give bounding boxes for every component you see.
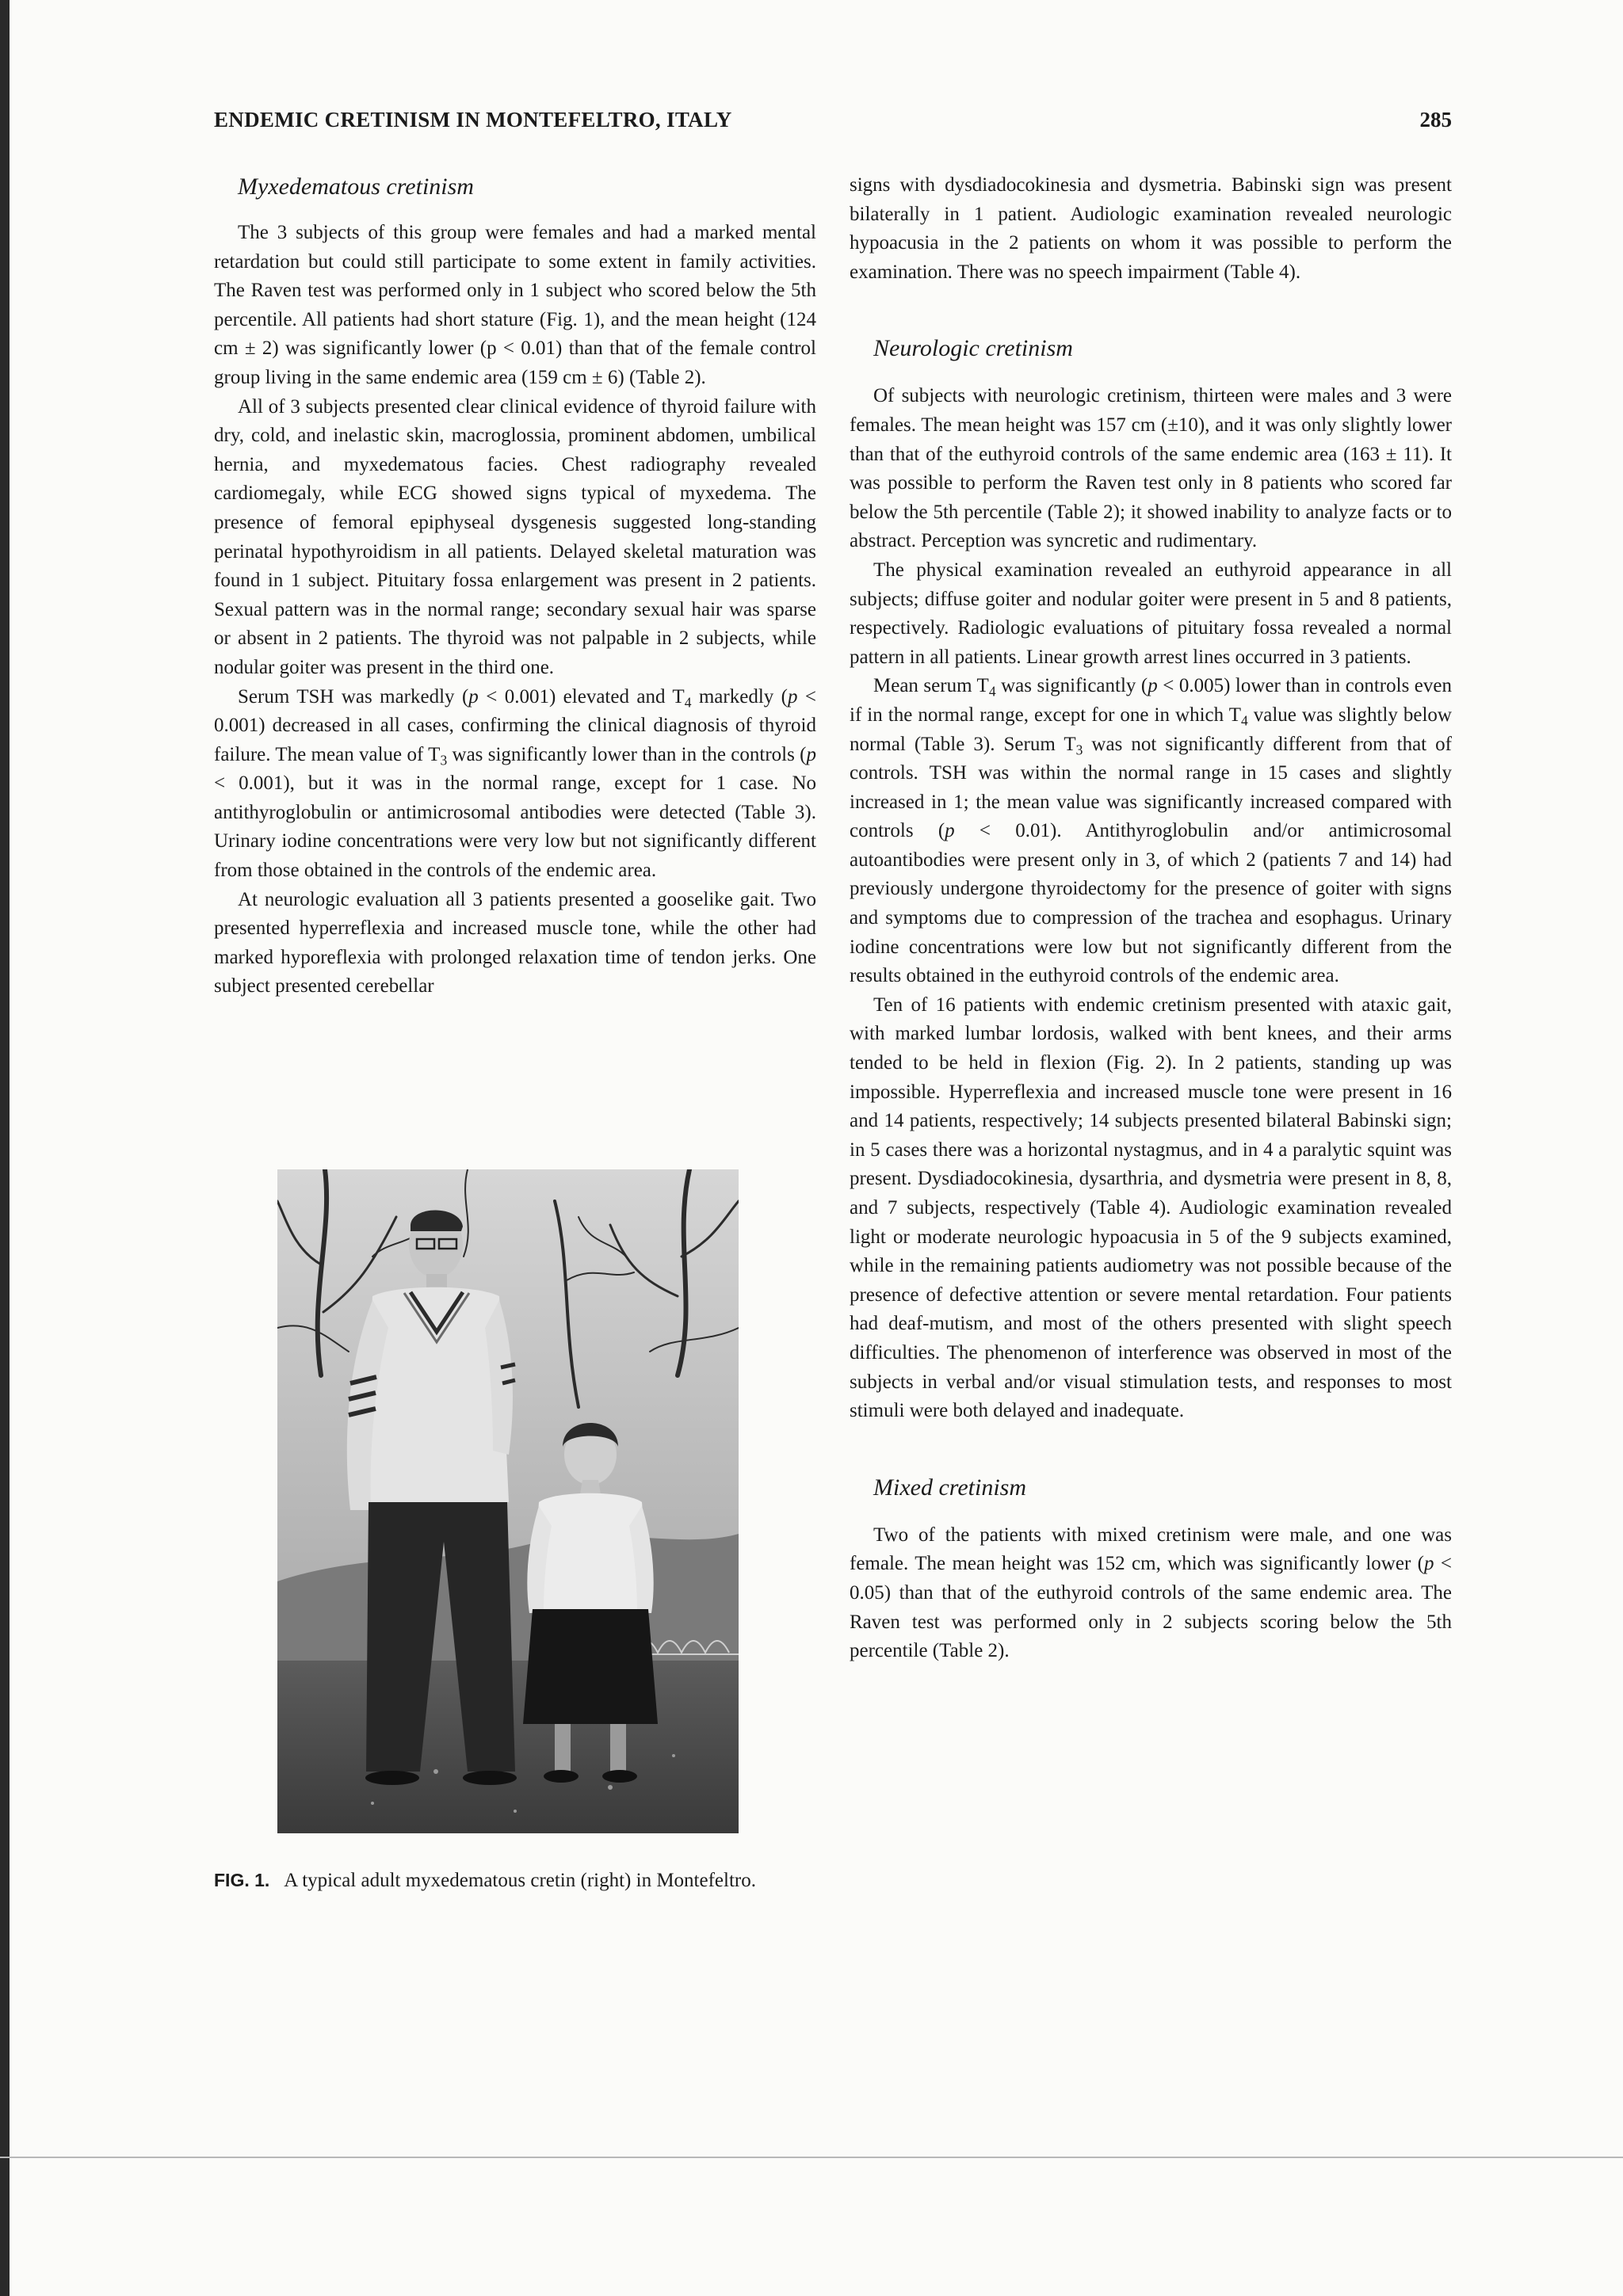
- section-title-myxedematous: Myxedematous cretinism: [238, 174, 474, 200]
- section-title-neurologic: Neurologic cretinism: [873, 335, 1073, 362]
- page-number: 285: [1419, 108, 1452, 132]
- paragraph: The physical examination revealed an euthyroid appearance in all subjects; diffuse goiter and nodular goiter were present in 5 and 8 patients, respectively. Radiologic evaluations of pituitary fossa revealed a normal pattern in all patients. Linear growth arrest lines occurred in 3 patients.: [850, 559, 1452, 668]
- paragraph: Ten of 16 patients with endemic cretinism presented with ataxic gait, with marked lumbar lordosis, walked with bent knees, and their arms tended to be held in flexion (Fig. 2). In 2 patients, standing up was impossible. Hyperreflexia and increased muscle tone were present in 16 and 14 patients, respectively; 14 subjects presented bilateral Babinski sign; in 5 cases there was a horizontal nystagmus, and in 4 a paralytic squint was present. Dysdiadocokinesia, dysarthria, and dysmetria were present in 8, 8, and 7 subjects, respectively (Table 4). Audiologic examination revealed light or moderate neurologic hypoacusia in 5 of the 9 subjects examined, while in the remaining patients audiometry was not possible because of the presence of defective attention or severe mental retardation. Four patients had deaf-mutism, and most of the others presented with slight speech difficulties. The phenomenon of interference was observed in most of the subjects in verbal and/or visual stimulation tests, and responses to most stimuli were both delayed and inadequate.: [850, 994, 1452, 1422]
- paragraph: Mean serum $T_4$ was significantly (p < 0.005) lower than in controls even if in the normal range, except for one in which $T_4$ value was slightly below normal (Table 3). Serum $T_3$ was not significantly different from that of controls. TSH was within the normal range in 15 cases and slightly increased in 1; the mean value was significantly increased compared with controls (p < 0.01). Antithyroglobulin and/or antimicrosomal autoantibodies were present only in 3, of which 2 (patients 7 and 14) had previously undergone thyroidectomy for the presence of goiter with signs and symptoms due to compression of the trachea and esophagus. Urinary iodine concentrations were low but not significantly different from the results obtained in the euthyroid controls of the endemic area.: [850, 675, 1452, 987]
- running-head: ENDEMIC CRETINISM IN MONTEFELTRO, ITALY: [214, 108, 732, 132]
- paragraph: All of 3 subjects presented clear clinical evidence of thyroid failure with dry, cold, and inelastic skin, macroglossia, prominent abdomen, umbilical hernia, and myxedematous facies. Chest radiography revealed cardiomegaly, while ECG showed signs typical of myxedema. The presence of femoral epiphyseal dysgenesis suggested long-standing perinatal hypothyroidism in all patients. Delayed skeletal maturation was found in 1 subject. Pituitary fossa enlargement was present in 2 patients. Sexual pattern was in the normal range; secondary sexual hair was sparse or absent in 2 patients. The thyroid was not palpable in 2 subjects, while nodular goiter was present in the third one.: [214, 395, 816, 678]
- section-title-mixed: Mixed cretinism: [873, 1474, 1026, 1501]
- figure-label: FIG. 1.: [214, 1870, 270, 1890]
- paragraph: signs with dysdiadocokinesia and dysmetria. Babinski sign was present bilaterally in 1 patient. Audiologic examination revealed neurologic hypoacusia in the 2 patients on whom it was possible to perform the examination. There was no speech impairment (Table 4).: [850, 174, 1452, 283]
- paragraph: Two of the patients with mixed cretinism were male, and one was female. The mean height was 152 cm, which was significantly lower (p < 0.05) than that of the euthyroid controls of the same endemic area. The Raven test was performed only in 2 subjects scoring below the 5th percentile (Table 2).: [850, 1524, 1452, 1662]
- scan-bottom-edge: [0, 2157, 1623, 2158]
- paragraph: Of subjects with neurologic cretinism, thirteen were males and 3 were females. The mean height was 157 cm (±10), and it was only slightly lower than that of the euthyroid controls of the same endemic area (163 ± 11). It was possible to perform the Raven test only in 8 patients who scored far below the 5th percentile (Table 2); it showed inability to analyze facts or to abstract. Perception was syncretic and rudimentary.: [850, 385, 1452, 552]
- figure-1-photo: [277, 1169, 739, 1833]
- scan-edge-shadow: [0, 0, 10, 2296]
- caption-text: A typical adult myxedematous cretin (right) in Montefeltro.: [284, 1870, 756, 1891]
- right-column: [850, 171, 1452, 1666]
- left-column: [214, 171, 816, 1001]
- paragraph: Serum TSH was markedly (p < 0.001) elevated and $T_4$ markedly (p < 0.001) decreased in all cases, confirming the clinical diagnosis of thyroid failure. The mean value of $T_3$ was significantly lower than in the controls (p < 0.001), but it was in the normal range, except for 1 case. No antithyroglobulin or antimicrosomal antibodies were detected (Table 3). Urinary iodine concentrations were very low but not significantly different from those obtained in the controls of the endemic area.: [214, 685, 817, 882]
- paragraph: At neurologic evaluation all 3 patients presented a gooselike gait. Two presented hyperreflexia and increased muscle tone, while the other had marked hyporeflexia with prolonged relaxation time of tendon jerks. One subject presented cerebellar: [214, 888, 816, 997]
- figure-1-caption: [214, 1866, 816, 1896]
- paragraph: The 3 subjects of this group were females and had a marked mental retardation but could still participate to some extent in family activities. The Raven test was performed only in 1 subject who scored below the 5th percentile. All patients had short stature (Fig. 1), and the mean height (124 cm ± 2) was significantly lower (p < 0.01) than that of the female control group living in the same endemic area (159 cm ± 6) (Table 2).: [214, 222, 816, 388]
